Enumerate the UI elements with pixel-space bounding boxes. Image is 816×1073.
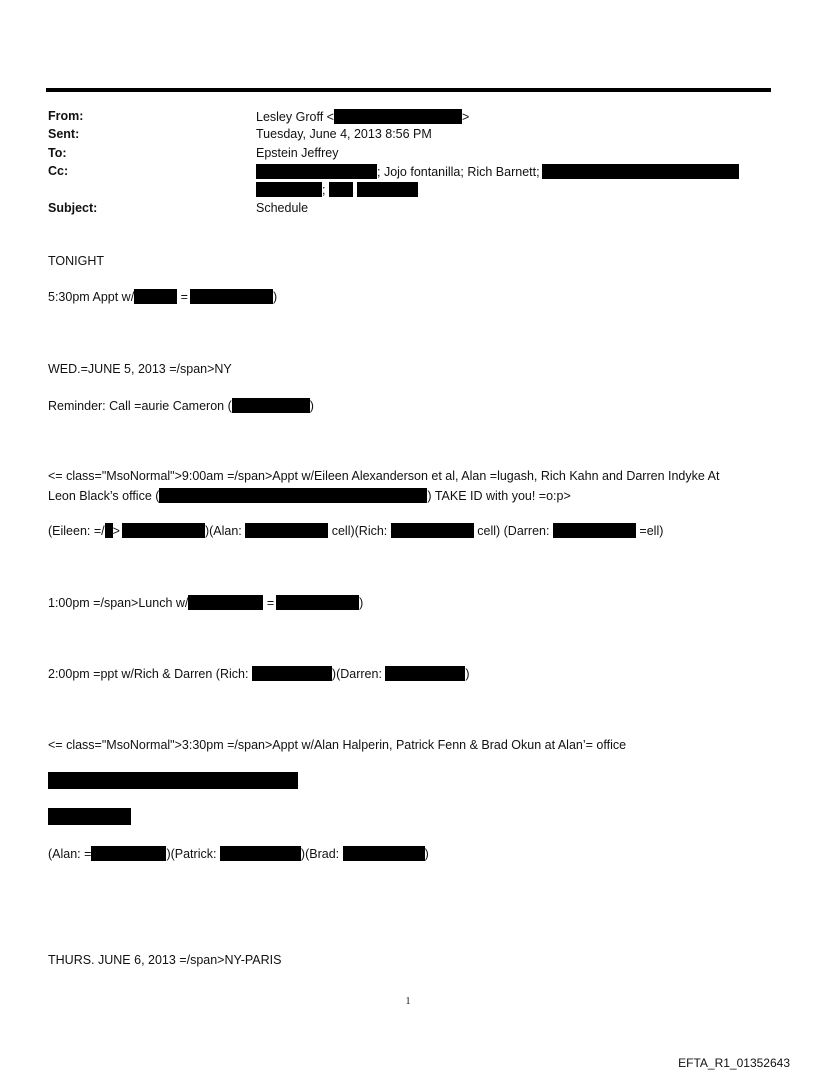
appt-text: ) [465, 667, 470, 681]
from-end: > [461, 110, 470, 124]
page-number: 1 [405, 996, 411, 1007]
redaction [188, 595, 263, 610]
from-label: From: [48, 109, 84, 123]
contacts-text: )(Patrick: [166, 847, 220, 861]
header-rule [46, 88, 771, 92]
redaction [245, 523, 328, 538]
redaction [159, 488, 427, 503]
reminder-text: ) [309, 399, 314, 413]
tonight-heading: TONIGHT [48, 254, 105, 268]
appt-text: Leon Black’s office ( [48, 489, 160, 503]
to-value: Epstein Jeffrey [256, 146, 339, 160]
sent-value: Tuesday, June 4, 2013 8:56 PM [256, 127, 432, 141]
lunch-text: = [263, 596, 275, 610]
redaction [385, 666, 465, 681]
appt-text: ) [272, 290, 278, 304]
redaction [105, 523, 113, 538]
cc-value-line1 [256, 164, 739, 179]
contacts-text: =ell) [635, 524, 664, 538]
appt-text: 2:00pm =ppt w/Rich & Darren (Rich: [48, 667, 252, 681]
contacts-line [48, 523, 663, 538]
appt-200pm [48, 666, 470, 681]
redaction [329, 182, 353, 197]
cc-sep: ; [322, 183, 326, 197]
from-value [256, 109, 469, 124]
redaction-block [48, 772, 298, 789]
cc-label: Cc: [48, 164, 69, 178]
appt-text: 5:30pm Appt w/ [48, 290, 135, 304]
appt-text: ) TAKE ID with you! =o:p> [427, 489, 571, 503]
contacts-text: )(Brad: [300, 847, 343, 861]
appt-text: = [177, 290, 188, 304]
reminder-line [48, 398, 314, 413]
subject-value: Schedule [256, 201, 309, 215]
contacts-text: ) [424, 847, 429, 861]
contacts-text: (Alan: = [48, 847, 92, 861]
redaction [134, 289, 177, 304]
contacts-text: cell)(Rich: [328, 524, 391, 538]
contacts-text: )(Alan: [204, 524, 246, 538]
redaction [91, 846, 166, 861]
lunch-text: ) [359, 596, 364, 610]
lunch-line [48, 595, 363, 610]
cc-names: ; Jojo fontanilla; Rich Barnett; [377, 165, 540, 179]
to-label: To: [48, 146, 67, 160]
redaction [220, 846, 301, 861]
appt-text: )(Darren: [331, 667, 386, 681]
redaction [252, 666, 332, 681]
appt-530pm [48, 289, 277, 304]
redaction [190, 289, 273, 304]
contacts-text: (Eileen: =/ [48, 524, 105, 538]
redaction [343, 846, 425, 861]
wed-heading: WED.=JUNE 5, 2013 =/span>NY [48, 362, 232, 376]
redaction [276, 595, 359, 610]
redaction [542, 164, 739, 179]
redaction [357, 182, 418, 197]
redaction [256, 164, 377, 179]
lunch-text: 1:00pm =/span>Lunch w/ [48, 596, 189, 610]
redaction [256, 182, 322, 197]
appt-900am-line1: <= class="MsoNormal">9:00am =/span>Appt w/Eileen Alexanderson et al, Alan =lugash, Rich Kahn and Darren Indyke At [48, 469, 720, 483]
redaction [553, 523, 636, 538]
document-id: EFTA_R1_01352643 [678, 1056, 790, 1070]
reminder-text: Reminder: Call =aurie Cameron ( [48, 399, 232, 413]
redaction-block [48, 808, 131, 825]
redaction [232, 398, 310, 413]
redaction [334, 109, 462, 124]
redaction [122, 523, 205, 538]
redaction [391, 523, 474, 538]
sent-label: Sent: [48, 127, 80, 141]
thurs-heading: THURS. JUNE 6, 2013 =/span>NY-PARIS [48, 953, 282, 967]
from-name: Lesley Groff < [256, 110, 334, 124]
contacts-text: cell) (Darren: [473, 524, 553, 538]
contacts-text: > [112, 524, 120, 538]
appt-900am-line2 [48, 488, 571, 503]
contacts2-line [48, 846, 429, 861]
subject-label: Subject: [48, 201, 98, 215]
cc-value-line2 [256, 182, 418, 197]
appt-330pm: <= class="MsoNormal">3:30pm =/span>Appt w/Alan Halperin, Patrick Fenn & Brad Okun at Alan’= office [48, 738, 627, 752]
